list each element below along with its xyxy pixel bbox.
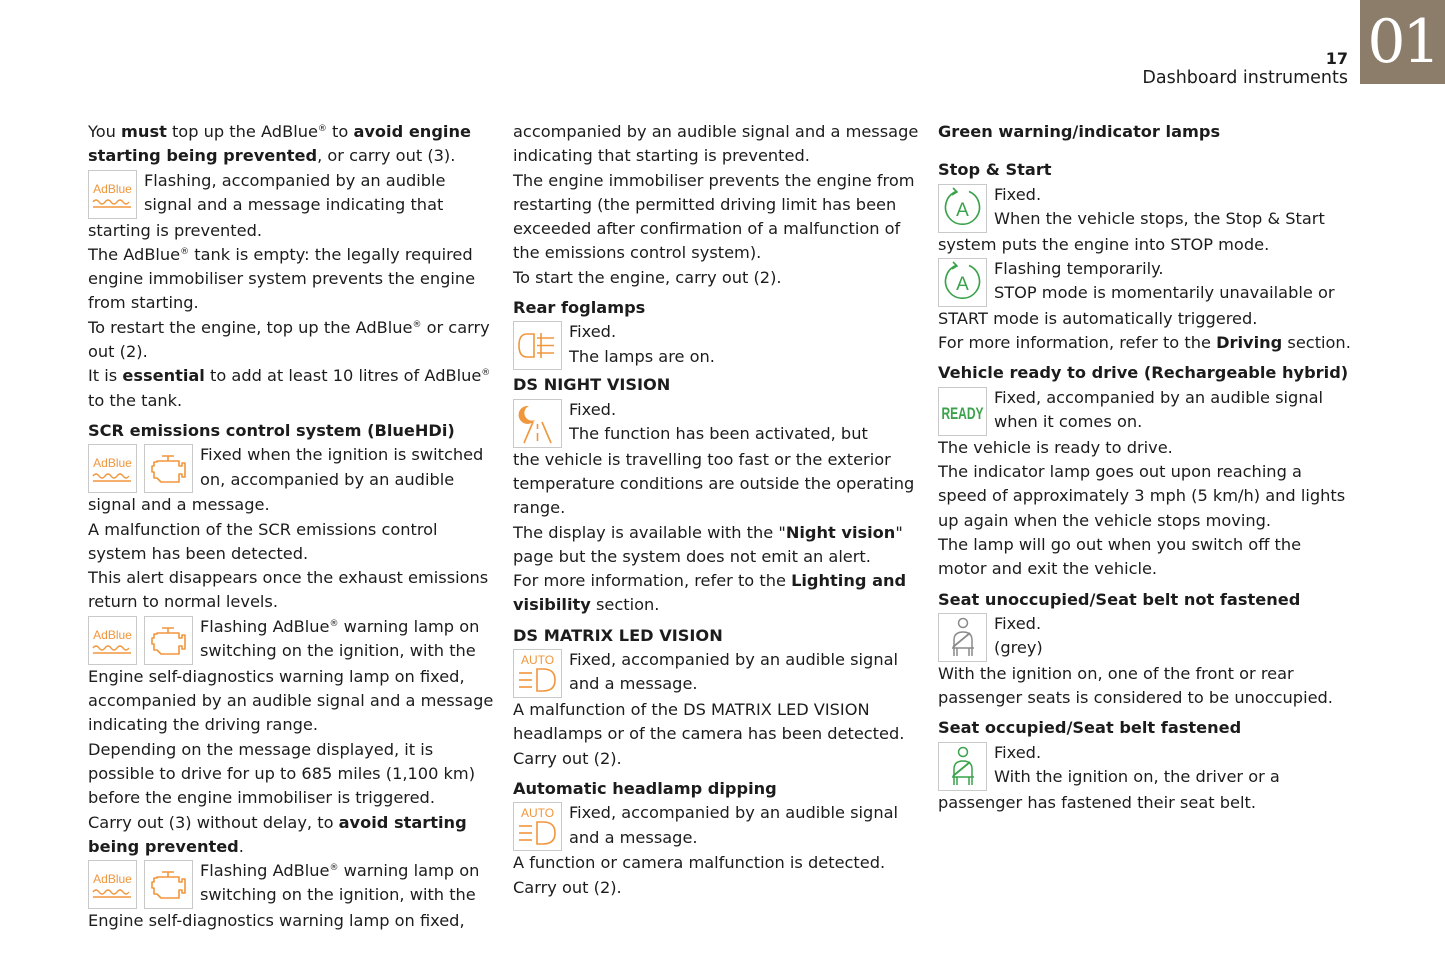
text-line: With the ignition on, the driver or a — [994, 767, 1280, 787]
text-line: Fixed. — [569, 399, 617, 419]
paragraph-line: starting being prevented, or carry out (3). — [88, 146, 456, 166]
text-line: Fixed, accompanied by an audible signal — [569, 650, 898, 670]
text-line: speed of approximately 3 mph (5 km/h) and lights — [938, 486, 1346, 506]
text-line: Fixed. — [569, 322, 617, 342]
text-line: on, accompanied by an audible — [200, 469, 455, 489]
svg-text:AdBlue: AdBlue — [93, 181, 132, 196]
auto-dipping-block — [513, 801, 913, 851]
text-line: to the tank. — [88, 390, 183, 410]
svg-text:A: A — [956, 199, 969, 221]
text-line: page but the system does not emit an alert. — [513, 546, 871, 566]
text-line: range. — [513, 498, 566, 518]
svg-text:A: A — [956, 273, 969, 295]
green-lamps-heading: Green warning/indicator lamps — [938, 122, 1221, 141]
text-line: system puts the engine into STOP mode. — [938, 234, 1270, 254]
text-line: Fixed, accompanied by an audible signal — [569, 803, 898, 823]
text-line: exceeded after confirmation of a malfunction of — [513, 219, 901, 239]
text-line: motor and exit the vehicle. — [938, 559, 1158, 579]
svg-text:AdBlue: AdBlue — [93, 456, 132, 471]
page-number: 17 — [1325, 49, 1348, 68]
stop-start-heading: Stop & Start — [938, 160, 1052, 180]
engine-icon — [144, 444, 193, 493]
seat-belt-grey-icon — [938, 613, 987, 662]
text-line: A malfunction of the SCR emissions control — [88, 519, 438, 539]
text-line: Fixed, accompanied by an audible signal — [994, 387, 1323, 407]
seat-unoccupied-block — [938, 612, 1348, 662]
svg-text:AdBlue: AdBlue — [93, 627, 132, 642]
text-line: and a message. — [569, 827, 698, 847]
svg-text:AUTO: AUTO — [520, 653, 555, 668]
auto-headlamp-icon — [513, 802, 562, 851]
ready-icon — [938, 387, 987, 436]
engine-icon — [144, 860, 193, 909]
text-line: A function or camera malfunction is detected. — [513, 853, 886, 873]
scr-block-1 — [88, 443, 488, 517]
night-vision-heading: DS NIGHT VISION — [513, 375, 671, 395]
text-line: accompanied by an audible signal and a message — [513, 122, 919, 141]
adblue-icon — [88, 170, 137, 219]
night-vision-block — [513, 398, 913, 472]
night-vision-icon — [513, 399, 562, 448]
text-line: The lamp will go out when you switch off the — [938, 534, 1302, 554]
text-line: passenger has fastened their seat belt. — [938, 792, 1256, 812]
text-line: (grey) — [994, 638, 1043, 658]
stop-start-icon — [938, 184, 987, 233]
text-line: It is essential to add at least 10 litres of AdBlue® — [88, 366, 491, 386]
ready-block — [938, 386, 1348, 460]
text-line: Carry out (2). — [513, 877, 622, 897]
scr-block-2 — [88, 615, 488, 689]
text-line: from starting. — [88, 293, 199, 313]
seat-occupied-heading: Seat occupied/Seat belt fastened — [938, 718, 1242, 738]
text-line: Depending on the message displayed, it is — [88, 739, 434, 759]
text-line: starting is prevented. — [88, 220, 263, 240]
column-3 — [938, 120, 1351, 815]
text-line: possible to drive for up to 685 miles (1,100 km) — [88, 763, 476, 783]
paragraph-line: You must top up the AdBlue® to avoid engine — [88, 122, 471, 141]
text-line: Fixed. — [994, 742, 1042, 762]
text-line: The function has been activated, but — [569, 423, 868, 443]
text-line: Fixed when the ignition is switched — [200, 445, 484, 465]
stop-start-flash-block — [938, 257, 1348, 331]
text-line: Flashing, accompanied by an audible — [144, 170, 446, 190]
text-line: Flashing temporarily. — [994, 258, 1164, 278]
text-line: With the ignition on, one of the front or rear — [938, 663, 1294, 683]
text-line: restarting (the permitted driving limit has been — [513, 194, 897, 214]
text-line: The vehicle is ready to drive. — [938, 437, 1173, 457]
adblue-icon — [88, 444, 137, 493]
text-line: system has been detected. — [88, 543, 309, 563]
text-line: Fixed. — [994, 184, 1042, 204]
text-line: The AdBlue® tank is empty: the legally required — [88, 244, 473, 264]
svg-text:AUTO: AUTO — [520, 806, 555, 821]
seat-belt-green-icon — [938, 742, 987, 791]
text-line: Fixed. — [994, 613, 1042, 633]
text-line: To start the engine, carry out (2). — [513, 267, 782, 287]
adblue-icon — [88, 616, 137, 665]
rear-foglamps-heading: Rear foglamps — [513, 298, 646, 318]
engine-icon — [144, 616, 193, 665]
adblue-icon — [88, 860, 137, 909]
ready-heading: Vehicle ready to drive (Rechargeable hybrid) — [938, 363, 1349, 383]
text-line: the emissions control system). — [513, 243, 762, 263]
seat-unoccupied-heading: Seat unoccupied/Seat belt not fastened — [938, 589, 1301, 609]
text-line: accompanied by an audible signal and a message — [88, 691, 494, 711]
text-line: visibility section. — [513, 595, 660, 615]
stop-start-icon — [938, 258, 987, 307]
text-line: when it comes on. — [994, 412, 1143, 432]
text-line: signal and a message. — [88, 495, 270, 515]
adblue-flash-block — [88, 169, 488, 243]
text-line: When the vehicle stops, the Stop & Start — [994, 208, 1325, 228]
text-line: out (2). — [88, 342, 148, 362]
text-line: The lamps are on. — [569, 346, 715, 366]
text-line: A malfunction of the DS MATRIX LED VISION — [513, 700, 870, 720]
text-line: START mode is automatically triggered. — [938, 308, 1258, 328]
text-line: temperature conditions are outside the operating — [513, 473, 915, 493]
stop-start-fixed-block — [938, 183, 1348, 257]
text-line: Engine self-diagnostics warning lamp on fixed, — [88, 666, 465, 686]
text-line: passenger seats is considered to be unoccupied. — [938, 688, 1333, 708]
text-line: Flashing AdBlue® warning lamp on — [200, 616, 480, 636]
text-line: switching on the ignition, with the — [200, 641, 476, 661]
text-line: This alert disappears once the exhaust emissions — [88, 568, 489, 588]
text-line: engine immobiliser system prevents the engine — [88, 269, 476, 289]
text-line: For more information, refer to the Lighting and — [513, 571, 907, 591]
column-1 — [88, 120, 494, 933]
rear-foglamps-block — [513, 320, 913, 370]
rear-foglamp-icon — [513, 321, 562, 370]
text-line: Engine self-diagnostics warning lamp on fixed, — [88, 911, 465, 931]
auto-dipping-heading: Automatic headlamp dipping — [513, 778, 777, 798]
text-line: switching on the ignition, with the — [200, 885, 476, 905]
svg-text:READY: READY — [941, 403, 984, 423]
column-2 — [513, 120, 919, 900]
text-line: For more information, refer to the Driving section. — [938, 333, 1351, 353]
text-line: before the engine immobiliser is triggered. — [88, 788, 435, 808]
text-line: Flashing AdBlue® warning lamp on — [200, 861, 480, 881]
text-line: Carry out (3) without delay, to avoid starting — [88, 812, 467, 832]
auto-headlamp-icon — [513, 649, 562, 698]
text-line: signal and a message indicating that — [144, 194, 444, 214]
scr-heading: SCR emissions control system (BlueHDi) — [88, 420, 455, 440]
text-line: To restart the engine, top up the AdBlue® or carry — [88, 317, 490, 337]
text-line: The display is available with the "Night vision" — [513, 522, 903, 542]
seat-occupied-block — [938, 741, 1348, 815]
section-title: Dashboard instruments — [1142, 68, 1348, 88]
text-line: The indicator lamp goes out upon reaching a — [938, 462, 1302, 482]
text-line: the vehicle is travelling too fast or the exterior — [513, 449, 891, 469]
text-line: indicating that starting is prevented. — [513, 146, 810, 166]
svg-text:AdBlue: AdBlue — [93, 872, 132, 887]
matrix-led-heading: DS MATRIX LED VISION — [513, 625, 723, 645]
text-line: return to normal levels. — [88, 592, 278, 612]
chapter-tab: 01 — [1360, 0, 1445, 84]
text-line: up again when the vehicle stops moving. — [938, 510, 1272, 530]
text-line: Carry out (2). — [513, 748, 622, 768]
matrix-led-block — [513, 648, 913, 698]
text-line: STOP mode is momentarily unavailable or — [994, 283, 1335, 303]
text-line: and a message. — [569, 674, 698, 694]
scr-block-3 — [88, 859, 488, 933]
text-line: headlamps or of the camera has been detected. — [513, 724, 905, 744]
text-line: being prevented. — [88, 836, 244, 856]
text-line: indicating the driving range. — [88, 715, 318, 735]
text-line: The engine immobiliser prevents the engine from — [513, 170, 915, 190]
